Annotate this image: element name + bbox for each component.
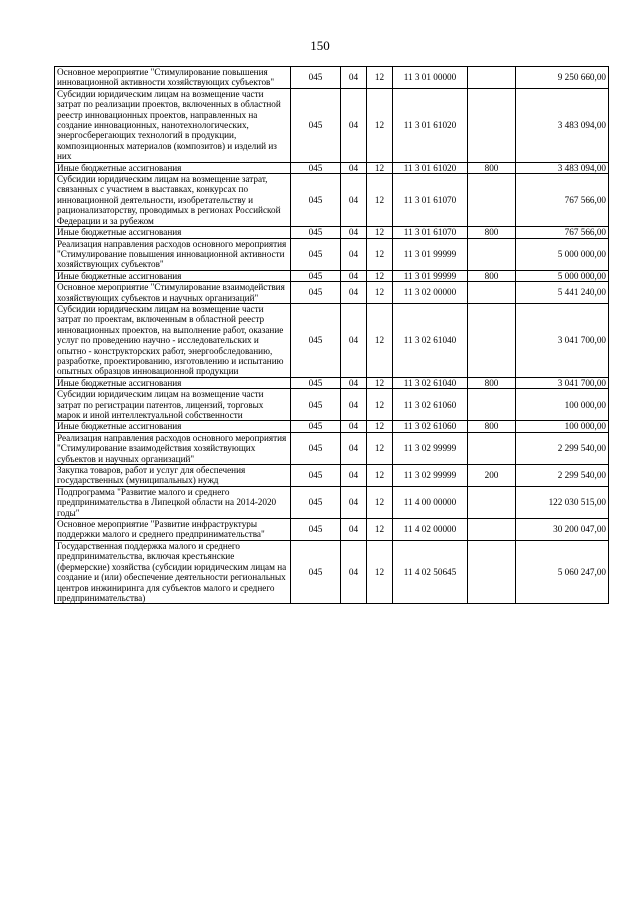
expense-type-cell: [468, 174, 516, 227]
target-article-cell: 11 3 01 61070: [393, 174, 468, 227]
amount-cell: 3 041 700,00: [516, 303, 609, 377]
expense-type-cell: 800: [468, 270, 516, 281]
target-article-cell: 11 3 01 61020: [393, 162, 468, 173]
target-article-cell: 11 3 02 61040: [393, 377, 468, 388]
expense-name-cell: Иные бюджетные ассигнования: [55, 421, 291, 432]
subsection-code-cell: 12: [367, 270, 393, 281]
subsection-code-cell: 12: [367, 282, 393, 304]
subsection-code-cell: 12: [367, 421, 393, 432]
section-code-cell: 04: [341, 389, 367, 421]
table-row: [55, 238, 609, 270]
amount-cell: 767 566,00: [516, 174, 609, 227]
expense-type-cell: [468, 519, 516, 541]
amount-cell: 122 030 515,00: [516, 486, 609, 518]
target-article-cell: 11 3 02 61060: [393, 389, 468, 421]
expense-type-cell: 800: [468, 421, 516, 432]
table-row: [55, 432, 609, 464]
table-row: [55, 486, 609, 518]
ministry-code-cell: 045: [291, 421, 341, 432]
expense-name-cell: Иные бюджетные ассигнования: [55, 270, 291, 281]
expense-name-cell: Реализация направления расходов основного мероприятия "Стимулирование взаимодействия хозяйствующих субъектов и научных организаций": [55, 432, 291, 464]
ministry-code-cell: 045: [291, 519, 341, 541]
section-code-cell: 04: [341, 88, 367, 162]
subsection-code-cell: 12: [367, 174, 393, 227]
amount-cell: 2 299 540,00: [516, 432, 609, 464]
section-code-cell: 04: [341, 67, 367, 89]
subsection-code-cell: 12: [367, 227, 393, 238]
section-code-cell: 04: [341, 540, 367, 603]
target-article-cell: 11 4 00 00000: [393, 486, 468, 518]
ministry-code-cell: 045: [291, 465, 341, 487]
ministry-code-cell: 045: [291, 540, 341, 603]
table-row: [55, 270, 609, 281]
ministry-code-cell: 045: [291, 162, 341, 173]
section-code-cell: 04: [341, 432, 367, 464]
expense-type-cell: 800: [468, 162, 516, 173]
amount-cell: 5 441 240,00: [516, 282, 609, 304]
subsection-code-cell: 12: [367, 303, 393, 377]
ministry-code-cell: 045: [291, 303, 341, 377]
section-code-cell: 04: [341, 162, 367, 173]
table-row: [55, 389, 609, 421]
ministry-code-cell: 045: [291, 282, 341, 304]
expense-name-cell: Субсидии юридическим лицам на возмещение затрат, связанных с участием в выставках, конкурсах по инновационной деятельности, изобретательству и рационализаторству, проводимых в регионах Российской Федерации и за рубежом: [55, 174, 291, 227]
section-code-cell: 04: [341, 238, 367, 270]
expense-name-cell: Основное мероприятие "Стимулирование повышения инновационной активности хозяйствующих субъектов": [55, 67, 291, 89]
ministry-code-cell: 045: [291, 174, 341, 227]
ministry-code-cell: 045: [291, 238, 341, 270]
expense-name-cell: Субсидии юридическим лицам на возмещение части затрат по проектам, включенным в областной реестр инновационных проектов, на выполнение работ, оказание услуг по проведению научно - исследовательских и опытно - конструкторских работ, энергообследованию, разработке, проектированию, изготовлению и испытанию опытных образцов инновационной продукции: [55, 303, 291, 377]
target-article-cell: 11 3 01 61020: [393, 88, 468, 162]
table-row: [55, 88, 609, 162]
ministry-code-cell: 045: [291, 88, 341, 162]
target-article-cell: 11 3 01 61070: [393, 227, 468, 238]
section-code-cell: 04: [341, 282, 367, 304]
ministry-code-cell: 045: [291, 432, 341, 464]
section-code-cell: 04: [341, 486, 367, 518]
table-row: [55, 465, 609, 487]
amount-cell: 9 250 660,00: [516, 67, 609, 89]
subsection-code-cell: 12: [367, 88, 393, 162]
target-article-cell: 11 3 02 61040: [393, 303, 468, 377]
table-row: [55, 421, 609, 432]
expense-name-cell: Государственная поддержка малого и среднего предпринимательства, включая крестьянские (фермерские) хозяйства (субсидии юридическим лицам на создание и (или) обеспечение деятельности региональных центров инжиниринга для субъектов малого и среднего предпринимательства): [55, 540, 291, 603]
expense-type-cell: [468, 238, 516, 270]
target-article-cell: 11 3 02 99999: [393, 465, 468, 487]
amount-cell: 5 000 000,00: [516, 238, 609, 270]
target-article-cell: 11 3 02 99999: [393, 432, 468, 464]
amount-cell: 100 000,00: [516, 389, 609, 421]
expense-type-cell: [468, 88, 516, 162]
amount-cell: 3 483 094,00: [516, 162, 609, 173]
section-code-cell: 04: [341, 303, 367, 377]
expense-name-cell: Закупка товаров, работ и услуг для обеспечения государственных (муниципальных) нужд: [55, 465, 291, 487]
table-row: [55, 303, 609, 377]
section-code-cell: 04: [341, 519, 367, 541]
target-article-cell: 11 3 02 61060: [393, 421, 468, 432]
expense-type-cell: 800: [468, 377, 516, 388]
amount-cell: 100 000,00: [516, 421, 609, 432]
subsection-code-cell: 12: [367, 519, 393, 541]
section-code-cell: 04: [341, 174, 367, 227]
table-row: [55, 377, 609, 388]
amount-cell: 3 483 094,00: [516, 88, 609, 162]
subsection-code-cell: 12: [367, 540, 393, 603]
expense-type-cell: [468, 282, 516, 304]
table-body: [55, 67, 609, 604]
table-row: [55, 282, 609, 304]
expense-name-cell: Основное мероприятие "Стимулирование взаимодействия хозяйствующих субъектов и научных организаций": [55, 282, 291, 304]
expense-name-cell: Иные бюджетные ассигнования: [55, 162, 291, 173]
target-article-cell: 11 4 02 50645: [393, 540, 468, 603]
subsection-code-cell: 12: [367, 486, 393, 518]
section-code-cell: 04: [341, 421, 367, 432]
amount-cell: 5 000 000,00: [516, 270, 609, 281]
section-code-cell: 04: [341, 377, 367, 388]
table-row: [55, 540, 609, 603]
expense-name-cell: Основное мероприятие "Развитие инфраструктуры поддержки малого и среднего предпринимательства": [55, 519, 291, 541]
table-row: [55, 227, 609, 238]
table-row: [55, 519, 609, 541]
subsection-code-cell: 12: [367, 465, 393, 487]
expense-name-cell: Субсидии юридическим лицам на возмещение части затрат по регистрации патентов, лицензий, торговых марок и иной интеллектуальной собственности: [55, 389, 291, 421]
expense-type-cell: [468, 540, 516, 603]
expense-type-cell: [468, 486, 516, 518]
subsection-code-cell: 12: [367, 238, 393, 270]
ministry-code-cell: 045: [291, 377, 341, 388]
amount-cell: 5 060 247,00: [516, 540, 609, 603]
section-code-cell: 04: [341, 465, 367, 487]
expense-name-cell: Субсидии юридическим лицам на возмещение части затрат по реализации проектов, включенных в областной реестр инновационных проектов, направленных на создание инновационных, нанотехнологических, энергосберегающих технологий в продукции, композиционных материалов (композитов) и изделий из них: [55, 88, 291, 162]
expense-type-cell: [468, 67, 516, 89]
expense-type-cell: 800: [468, 227, 516, 238]
ministry-code-cell: 045: [291, 486, 341, 518]
table-row: [55, 67, 609, 89]
subsection-code-cell: 12: [367, 67, 393, 89]
subsection-code-cell: 12: [367, 432, 393, 464]
amount-cell: 30 200 047,00: [516, 519, 609, 541]
target-article-cell: 11 3 02 00000: [393, 282, 468, 304]
subsection-code-cell: 12: [367, 377, 393, 388]
subsection-code-cell: 12: [367, 162, 393, 173]
amount-cell: 3 041 700,00: [516, 377, 609, 388]
target-article-cell: 11 3 01 99999: [393, 238, 468, 270]
section-code-cell: 04: [341, 227, 367, 238]
amount-cell: 2 299 540,00: [516, 465, 609, 487]
target-article-cell: 11 4 02 00000: [393, 519, 468, 541]
ministry-code-cell: 045: [291, 67, 341, 89]
ministry-code-cell: 045: [291, 270, 341, 281]
budget-table: [54, 66, 609, 604]
ministry-code-cell: 045: [291, 389, 341, 421]
expense-type-cell: [468, 432, 516, 464]
expense-type-cell: 200: [468, 465, 516, 487]
expense-name-cell: Иные бюджетные ассигнования: [55, 377, 291, 388]
expense-name-cell: Реализация направления расходов основного мероприятия "Стимулирование повышения инновационной активности хозяйствующих субъектов": [55, 238, 291, 270]
amount-cell: 767 566,00: [516, 227, 609, 238]
expense-type-cell: [468, 389, 516, 421]
target-article-cell: 11 3 01 99999: [393, 270, 468, 281]
table-row: [55, 174, 609, 227]
section-code-cell: 04: [341, 270, 367, 281]
expense-name-cell: Иные бюджетные ассигнования: [55, 227, 291, 238]
target-article-cell: 11 3 01 00000: [393, 67, 468, 89]
subsection-code-cell: 12: [367, 389, 393, 421]
expense-name-cell: Подпрограмма "Развитие малого и среднего предпринимательства в Липецкой области на 2014-2020 годы": [55, 486, 291, 518]
expense-type-cell: [468, 303, 516, 377]
page-number: 150: [310, 38, 330, 53]
ministry-code-cell: 045: [291, 227, 341, 238]
table-row: [55, 162, 609, 173]
